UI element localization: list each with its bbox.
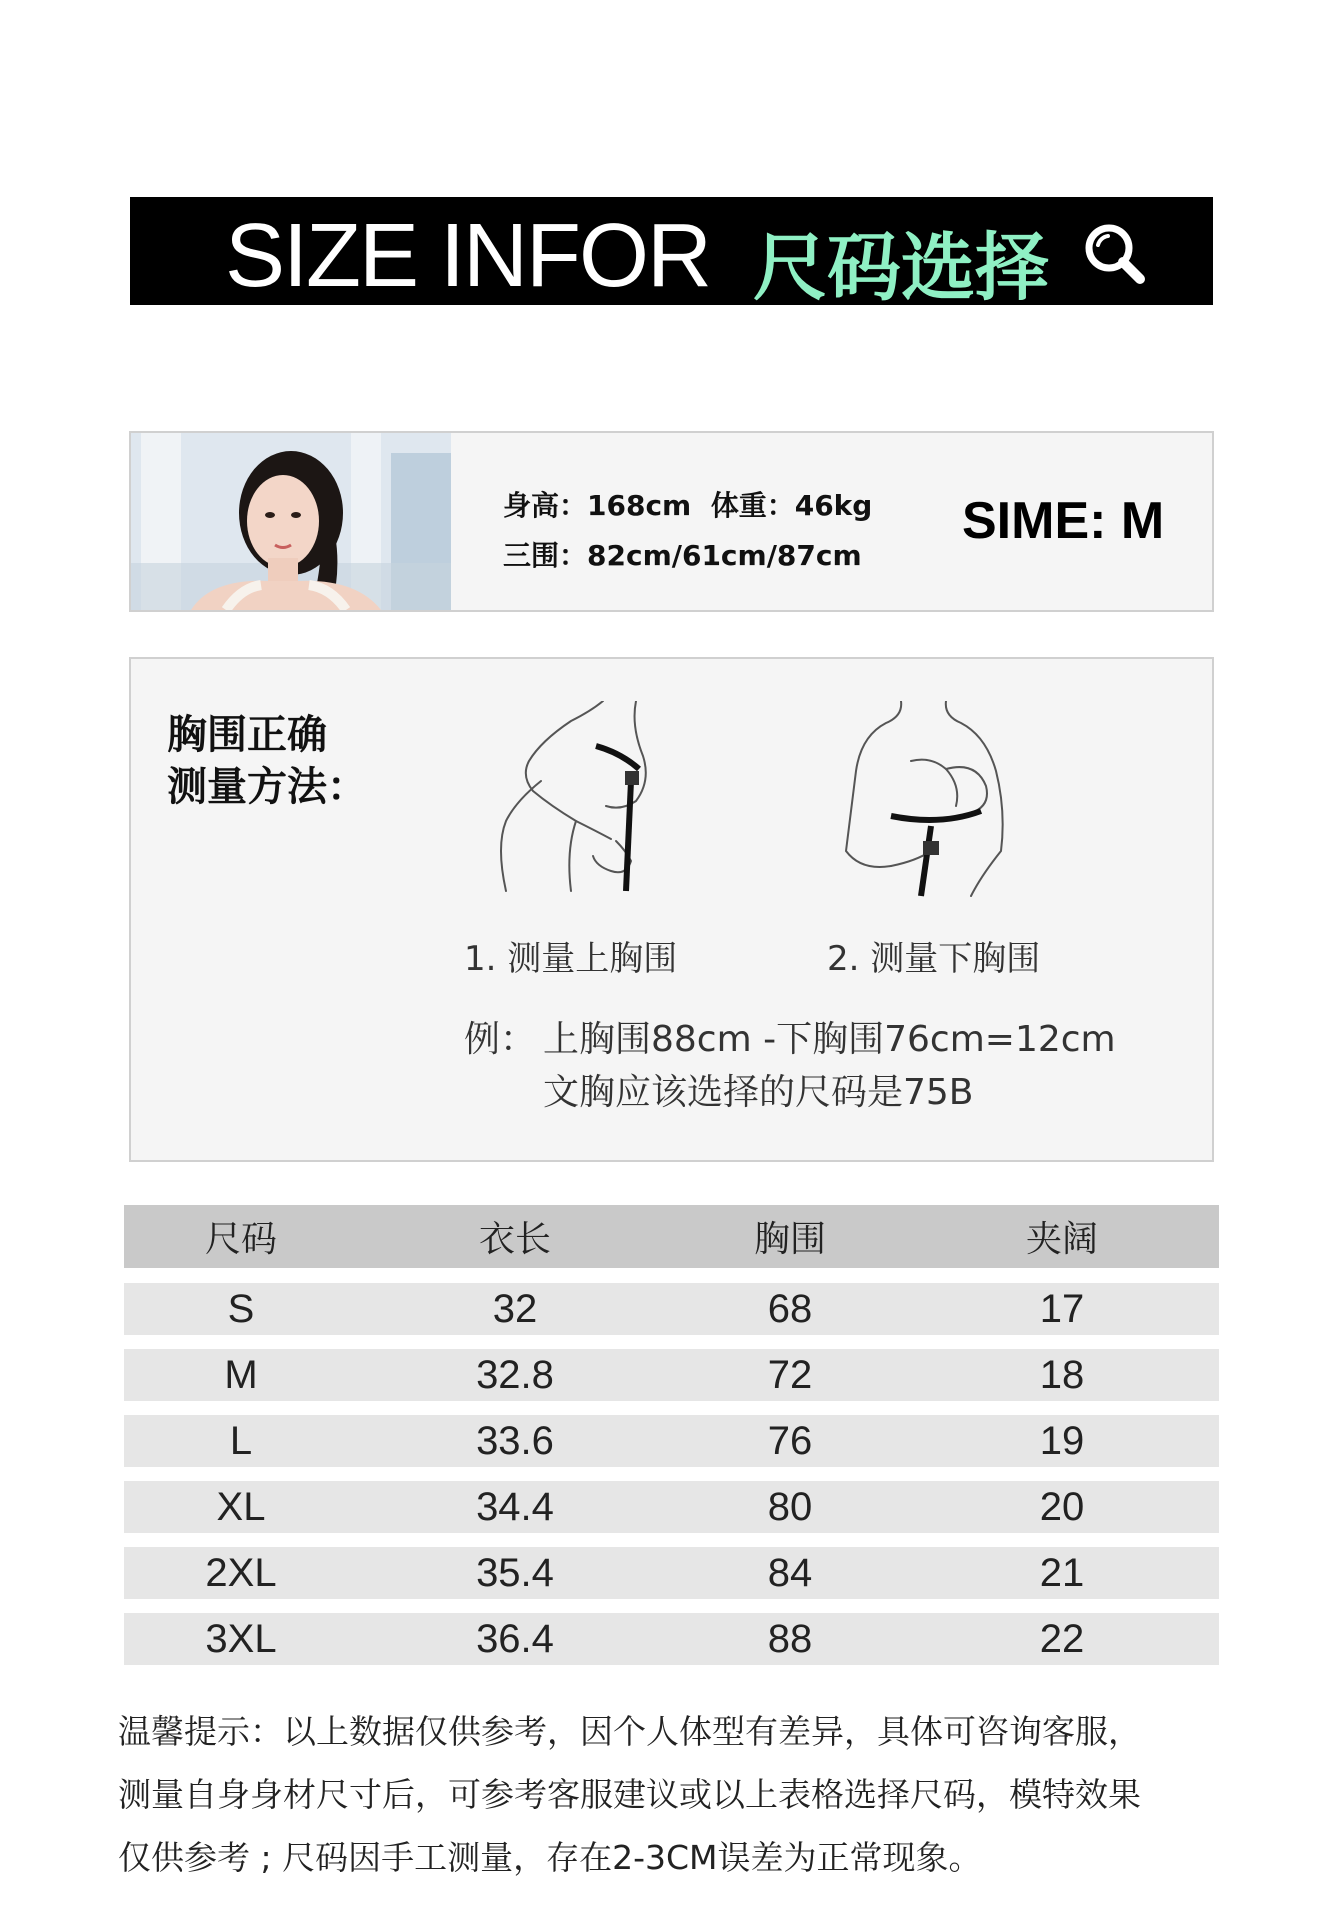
table-cell: 35.4 — [476, 1550, 554, 1595]
size-info-banner — [130, 197, 1213, 311]
example-prefix: 例： — [464, 1019, 537, 1060]
table-cell: 32 — [492, 1286, 538, 1331]
table-cell: 2XL — [205, 1550, 277, 1595]
magnifier-icon — [1082, 221, 1148, 287]
table-cell: L — [229, 1418, 253, 1463]
size-tips — [118, 1700, 1228, 1889]
table-row — [124, 1547, 1219, 1599]
tips-line: 测量自身身材尺寸后，可参考客服建议或以上表格选择尺码，模特效果 — [118, 1775, 1141, 1814]
table-cell: 34.4 — [476, 1484, 554, 1529]
table-cell: 88 — [767, 1616, 813, 1661]
size-table — [124, 1205, 1219, 1679]
guide-title-line2: 测量方法： — [167, 764, 367, 810]
under-bust-caption: 2. 测量下胸围 — [827, 939, 1041, 979]
table-cell: M — [224, 1352, 258, 1397]
under-bust-illustration — [831, 701, 1031, 901]
table-cell: XL — [216, 1484, 266, 1529]
model-photo — [131, 433, 451, 610]
model-measurements: 三围：82cm/61cm/87cm — [503, 539, 862, 572]
table-row — [124, 1283, 1219, 1335]
table-cell: S — [227, 1286, 255, 1331]
table-cell: 84 — [767, 1550, 813, 1595]
model-stats — [503, 481, 872, 581]
table-cell: 22 — [1039, 1616, 1085, 1661]
table-header-cell: 尺码 — [204, 1219, 277, 1260]
table-cell: 80 — [767, 1484, 813, 1529]
banner-title-cn: 尺码选择 — [753, 225, 1049, 311]
table-cell: 36.4 — [476, 1616, 554, 1661]
model-info-panel — [129, 431, 1214, 612]
table-row — [124, 1613, 1219, 1665]
table-header-cell: 胸围 — [753, 1219, 826, 1260]
upper-bust-illustration — [481, 701, 681, 901]
table-cell: 20 — [1039, 1484, 1085, 1529]
tips-line: 仅供参考 ; 尺码因手工测量，存在2-3CM误差为正常现象。 — [118, 1838, 982, 1877]
model-height-weight: 身高：168cm 体重：46kg — [503, 489, 873, 522]
table-cell: 21 — [1039, 1550, 1085, 1595]
model-size-label: SIME: M — [962, 492, 1165, 550]
tips-line: 温馨提示：以上数据仅供参考，因个人体型有差异，具体可咨询客服， — [118, 1712, 1141, 1751]
table-header-cell: 衣长 — [478, 1219, 551, 1260]
upper-bust-caption: 1. 测量上胸围 — [464, 939, 678, 979]
table-cell: 68 — [767, 1286, 813, 1331]
table-row — [124, 1481, 1219, 1533]
measurement-guide-title — [167, 709, 367, 813]
guide-title-line1: 胸围正确 — [167, 712, 327, 758]
table-cell: 72 — [767, 1352, 813, 1397]
table-cell: 19 — [1039, 1418, 1085, 1463]
table-row — [124, 1349, 1219, 1401]
table-cell: 3XL — [205, 1616, 277, 1661]
table-row — [124, 1415, 1219, 1467]
table-cell: 33.6 — [476, 1418, 554, 1463]
example-formula: 上胸围88cm -下胸围76cm=12cm — [543, 1019, 1116, 1060]
table-cell: 17 — [1039, 1286, 1085, 1331]
example-result: 文胸应该选择的尺码是75B — [543, 1072, 974, 1113]
table-cell: 32.8 — [476, 1352, 554, 1397]
table-cell: 76 — [767, 1418, 813, 1463]
banner-title-en: SIZE INFOR — [225, 206, 711, 306]
measurement-guide-panel — [129, 657, 1214, 1162]
table-header-cell: 夹阔 — [1025, 1219, 1098, 1260]
table-cell: 18 — [1039, 1352, 1085, 1397]
table-header-row — [124, 1205, 1219, 1268]
